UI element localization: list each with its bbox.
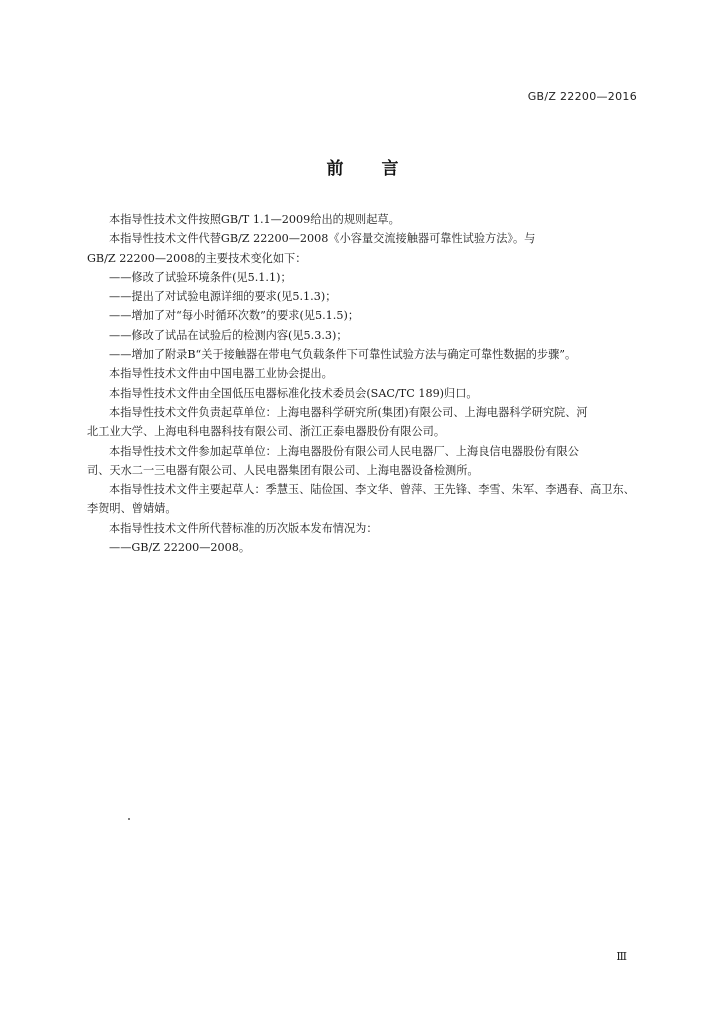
paragraph-history: 本指导性技术文件所代替标准的历次版本发布情况为： bbox=[109, 521, 378, 535]
change-item-4: ——修改了试品在试验后的检测内容(见5.3.3)； bbox=[109, 328, 348, 342]
change-item-1: ——修改了试验环境条件(见5.1.1)； bbox=[109, 270, 292, 284]
paragraph-main-drafters-line1: 本指导性技术文件负责起草单位：上海电器科学研究所(集团)有限公司、上海电器科学研究院、河 bbox=[109, 405, 588, 419]
paragraph-drafters-line1: 本指导性技术文件主要起草人：季慧玉、陆俭国、李文华、曾萍、王先锋、李雪、朱军、李遇春、高卫东、 bbox=[109, 483, 635, 497]
paragraph-under-jurisdiction: 本指导性技术文件由全国低压电器标准化技术委员会(SAC/TC 189)归口。 bbox=[109, 386, 478, 400]
scan-dot bbox=[128, 818, 130, 820]
history-item-1: ——GB/Z 22200—2008。 bbox=[109, 541, 251, 555]
standard-code: GB/Z 22200—2016 bbox=[527, 90, 637, 103]
change-item-3: ——增加了对“每小时循环次数”的要求(见5.1.5)； bbox=[109, 309, 360, 323]
change-item-5: ——增加了附录B“关于接触器在带电气负载条件下可靠性试验方法与确定可靠性数据的步骤”。 bbox=[109, 348, 577, 362]
paragraph-proposed-by: 本指导性技术文件由中国电器工业协会提出。 bbox=[109, 367, 333, 381]
paragraph-drafting-rules: 本指导性技术文件按照GB/T 1.1—2009给出的规则起草。 bbox=[109, 213, 400, 226]
page-title: 前言 bbox=[326, 159, 437, 179]
paragraph-replaces-line1: 本指导性技术文件代替GB/Z 22200—2008《小容量交流接触器可靠性试验方法》。与 bbox=[109, 232, 536, 246]
paragraph-main-drafters-line2: 北工业大学、上海电科电器科技有限公司、浙江正泰电器股份有限公司。 bbox=[87, 425, 446, 439]
document-body bbox=[87, 210, 639, 557]
change-item-2: ——提出了对试验电源详细的要求(见5.1.3)； bbox=[109, 290, 337, 304]
page-number: Ⅲ bbox=[616, 950, 627, 963]
paragraph-drafters-line2: 李贺明、曾婧婧。 bbox=[87, 502, 177, 516]
paragraph-participating-drafters-line2: 司、天水二一三电器有限公司、人民电器集团有限公司、上海电器设备检测所。 bbox=[87, 463, 479, 477]
paragraph-participating-drafters-line1: 本指导性技术文件参加起草单位：上海电器股份有限公司人民电器厂、上海良信电器股份有限公 bbox=[109, 444, 579, 458]
paragraph-replaces-line2: GB/Z 22200—2008的主要技术变化如下： bbox=[87, 251, 307, 265]
